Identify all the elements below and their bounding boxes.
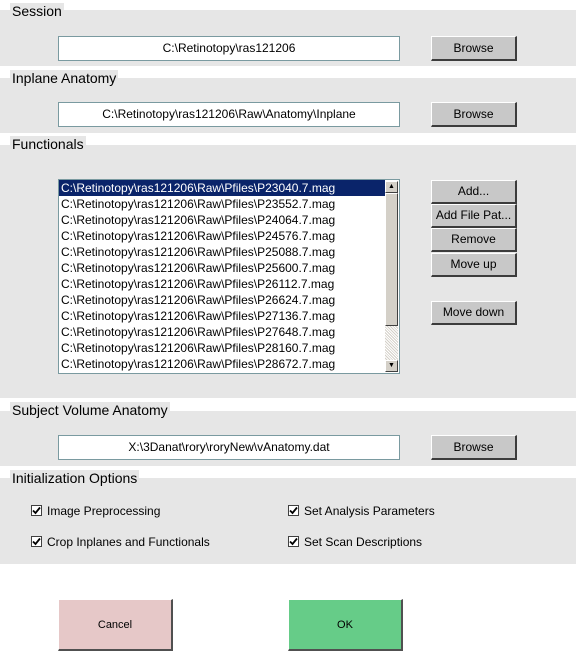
subject-volume-browse-button[interactable]: Browse	[431, 435, 517, 460]
scroll-track[interactable]	[385, 326, 398, 360]
checkbox-icon[interactable]	[288, 536, 299, 547]
functionals-title: Functionals	[12, 136, 84, 152]
move-up-button[interactable]: Move up	[431, 253, 517, 277]
scroll-up-icon[interactable]: ▲	[385, 181, 398, 193]
session-title: Session	[12, 3, 62, 19]
option-label: Image Preprocessing	[47, 504, 161, 518]
option-crop-inplanes[interactable]	[31, 534, 210, 550]
checkbox-icon[interactable]	[288, 505, 299, 516]
init-options-title: Initialization Options	[12, 470, 138, 486]
inplane-browse-button[interactable]: Browse	[431, 102, 517, 127]
remove-button[interactable]: Remove	[431, 228, 517, 252]
list-item[interactable]: C:\Retinotopy\ras121206\Raw\Pfiles\P27648.7.mag	[61, 325, 336, 339]
ok-button[interactable]: OK	[288, 599, 403, 651]
list-item[interactable]: C:\Retinotopy\ras121206\Raw\Pfiles\P24064.7.mag	[61, 213, 336, 227]
subject-volume-path-field[interactable]: X:\3Danat\rory\roryNew\vAnatomy.dat	[58, 435, 400, 460]
subject-volume-title: Subject Volume Anatomy	[12, 402, 168, 418]
functionals-listbox[interactable]	[58, 179, 400, 374]
option-image-preprocessing[interactable]	[31, 503, 160, 519]
option-label: Set Analysis Parameters	[304, 504, 435, 518]
session-browse-button[interactable]: Browse	[431, 36, 517, 61]
cancel-button[interactable]: Cancel	[58, 599, 173, 651]
list-item[interactable]: C:\Retinotopy\ras121206\Raw\Pfiles\P27136.7.mag	[61, 309, 336, 323]
inplane-title: Inplane Anatomy	[12, 70, 117, 86]
scroll-down-icon[interactable]: ▼	[385, 360, 398, 372]
add-file-path-button[interactable]: Add File Pat...	[431, 204, 517, 228]
scroll-thumb[interactable]	[385, 193, 398, 326]
init-options-panel	[0, 478, 576, 564]
move-down-button[interactable]: Move down	[431, 301, 517, 325]
add-button[interactable]: Add...	[431, 180, 517, 204]
list-item[interactable]: C:\Retinotopy\ras121206\Raw\Pfiles\P28672.7.mag	[61, 357, 336, 371]
option-label: Set Scan Descriptions	[304, 535, 423, 549]
list-item[interactable]: C:\Retinotopy\ras121206\Raw\Pfiles\P23040.7.mag	[59, 180, 385, 196]
list-item[interactable]: C:\Retinotopy\ras121206\Raw\Pfiles\P25600.7.mag	[61, 261, 336, 275]
option-set-scan-descriptions[interactable]	[288, 534, 422, 550]
checkbox-icon[interactable]	[31, 505, 42, 516]
checkbox-icon[interactable]	[31, 536, 42, 547]
list-item[interactable]: C:\Retinotopy\ras121206\Raw\Pfiles\P23552.7.mag	[61, 197, 336, 211]
functionals-scrollbar[interactable]	[385, 181, 398, 372]
functionals-list	[59, 180, 399, 372]
list-item[interactable]: C:\Retinotopy\ras121206\Raw\Pfiles\P26624.7.mag	[61, 293, 336, 307]
list-item[interactable]: C:\Retinotopy\ras121206\Raw\Pfiles\P24576.7.mag	[61, 229, 336, 243]
inplane-path-field[interactable]: C:\Retinotopy\ras121206\Raw\Anatomy\Inplane	[58, 102, 400, 127]
list-item[interactable]: C:\Retinotopy\ras121206\Raw\Pfiles\P25088.7.mag	[61, 245, 336, 259]
list-item[interactable]: C:\Retinotopy\ras121206\Raw\Pfiles\P28160.7.mag	[61, 341, 336, 355]
option-set-analysis-parameters[interactable]	[288, 503, 435, 519]
session-path-field[interactable]: C:\Retinotopy\ras121206	[58, 36, 400, 61]
option-label: Crop Inplanes and Functionals	[47, 535, 210, 549]
list-item[interactable]: C:\Retinotopy\ras121206\Raw\Pfiles\P26112.7.mag	[61, 277, 335, 291]
